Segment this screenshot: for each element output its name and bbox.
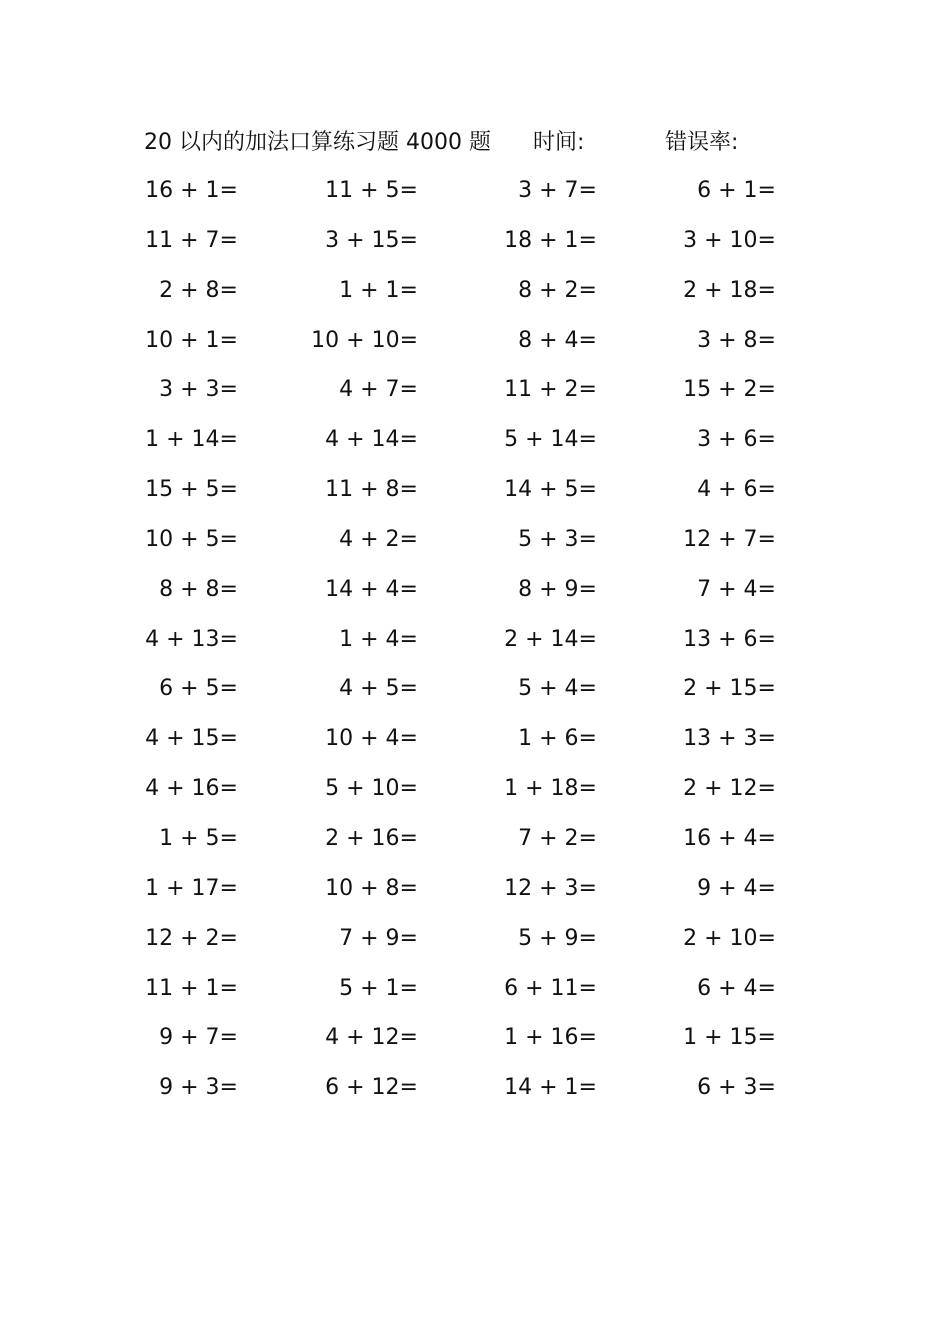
addition-problem: 11 + 1=: [145, 975, 238, 1001]
addition-problem: 6 + 1=: [697, 178, 776, 203]
addition-problem: 3 + 15=: [325, 227, 418, 253]
addition-problem: 2 + 18=: [683, 277, 776, 303]
addition-problem: 5 + 3=: [518, 526, 597, 552]
problem-grid: [0, 172, 950, 1119]
addition-problem: 5 + 4=: [518, 676, 597, 702]
addition-problem: 5 + 1=: [339, 975, 418, 1001]
problem-row: [0, 820, 950, 870]
addition-problem: 4 + 2=: [339, 526, 418, 552]
addition-problem: 7 + 9=: [339, 925, 418, 951]
addition-problem: 3 + 6=: [697, 427, 776, 453]
addition-problem: 8 + 2=: [518, 277, 597, 303]
problem-row: [0, 471, 950, 521]
addition-problem: 9 + 4=: [697, 875, 776, 901]
addition-problem: 1 + 6=: [518, 726, 597, 752]
addition-problem: 9 + 7=: [159, 1025, 238, 1051]
addition-problem: 6 + 3=: [697, 1075, 776, 1101]
addition-problem: 1 + 18=: [504, 776, 597, 802]
addition-problem: 4 + 16=: [145, 776, 238, 802]
addition-problem: 10 + 4=: [325, 726, 418, 752]
problem-row: [0, 870, 950, 920]
addition-problem: 7 + 4=: [697, 576, 776, 602]
addition-problem: 9 + 3=: [159, 1075, 238, 1101]
addition-problem: 2 + 16=: [325, 825, 418, 851]
addition-problem: 14 + 1=: [504, 1075, 597, 1101]
problem-row: [0, 521, 950, 571]
problem-row: [0, 222, 950, 272]
addition-problem: 1 + 16=: [504, 1025, 597, 1051]
addition-problem: 13 + 6=: [683, 626, 776, 652]
problem-row: [0, 720, 950, 770]
addition-problem: 15 + 2=: [683, 377, 776, 403]
addition-problem: 16 + 4=: [683, 825, 776, 851]
addition-problem: 15 + 5=: [145, 477, 238, 503]
addition-problem: 8 + 4=: [518, 327, 597, 353]
addition-problem: 3 + 8=: [697, 327, 776, 353]
addition-problem: 4 + 13=: [145, 626, 238, 652]
addition-problem: 11 + 2=: [504, 377, 597, 403]
addition-problem: 12 + 7=: [683, 526, 776, 552]
problem-row: [0, 1069, 950, 1119]
addition-problem: 2 + 12=: [683, 776, 776, 802]
problem-row: [0, 322, 950, 372]
problem-row: [0, 621, 950, 671]
addition-problem: 11 + 5=: [325, 178, 418, 203]
addition-problem: 3 + 7=: [518, 178, 597, 203]
addition-problem: 11 + 8=: [325, 477, 418, 503]
addition-problem: 12 + 3=: [504, 875, 597, 901]
problem-row: [0, 770, 950, 820]
time-label: 时间:: [533, 130, 585, 155]
addition-problem: 4 + 15=: [145, 726, 238, 752]
problem-row: [0, 571, 950, 621]
addition-problem: 3 + 10=: [683, 227, 776, 253]
addition-problem: 1 + 1=: [339, 277, 418, 303]
addition-problem: 1 + 14=: [145, 427, 238, 453]
addition-problem: 10 + 8=: [325, 875, 418, 901]
addition-problem: 1 + 17=: [145, 875, 238, 901]
addition-problem: 11 + 7=: [145, 227, 238, 253]
worksheet-title: 20 以内的加法口算练习题 4000 题: [144, 130, 491, 155]
addition-problem: 16 + 1=: [145, 178, 238, 203]
problem-row: [0, 371, 950, 421]
problem-row: [0, 1019, 950, 1069]
problem-row: [0, 920, 950, 970]
addition-problem: 13 + 3=: [683, 726, 776, 752]
problem-row: [0, 172, 950, 222]
addition-problem: 5 + 10=: [325, 776, 418, 802]
addition-problem: 4 + 5=: [339, 676, 418, 702]
addition-problem: 14 + 4=: [325, 576, 418, 602]
addition-problem: 6 + 11=: [504, 975, 597, 1001]
problem-row: [0, 272, 950, 322]
addition-problem: 2 + 15=: [683, 676, 776, 702]
addition-problem: 1 + 4=: [339, 626, 418, 652]
addition-problem: 1 + 15=: [683, 1025, 776, 1051]
addition-problem: 14 + 5=: [504, 477, 597, 503]
addition-problem: 3 + 3=: [159, 377, 238, 403]
addition-problem: 7 + 2=: [518, 825, 597, 851]
problem-row: [0, 670, 950, 720]
addition-problem: 2 + 10=: [683, 925, 776, 951]
addition-problem: 1 + 5=: [159, 825, 238, 851]
addition-problem: 10 + 5=: [145, 526, 238, 552]
addition-problem: 5 + 9=: [518, 925, 597, 951]
addition-problem: 2 + 8=: [159, 277, 238, 303]
addition-problem: 4 + 14=: [325, 427, 418, 453]
addition-problem: 5 + 14=: [504, 427, 597, 453]
addition-problem: 12 + 2=: [145, 925, 238, 951]
addition-problem: 4 + 6=: [697, 477, 776, 503]
addition-problem: 18 + 1=: [504, 227, 597, 253]
addition-problem: 4 + 7=: [339, 377, 418, 403]
addition-problem: 2 + 14=: [504, 626, 597, 652]
addition-problem: 4 + 12=: [325, 1025, 418, 1051]
addition-problem: 8 + 9=: [518, 576, 597, 602]
addition-problem: 10 + 1=: [145, 327, 238, 353]
addition-problem: 6 + 5=: [159, 676, 238, 702]
problem-row: [0, 421, 950, 471]
addition-problem: 6 + 12=: [325, 1075, 418, 1101]
addition-problem: 10 + 10=: [311, 327, 418, 353]
addition-problem: 6 + 4=: [697, 975, 776, 1001]
problem-row: [0, 970, 950, 1020]
addition-problem: 8 + 8=: [159, 576, 238, 602]
error-rate-label: 错误率:: [665, 130, 739, 155]
